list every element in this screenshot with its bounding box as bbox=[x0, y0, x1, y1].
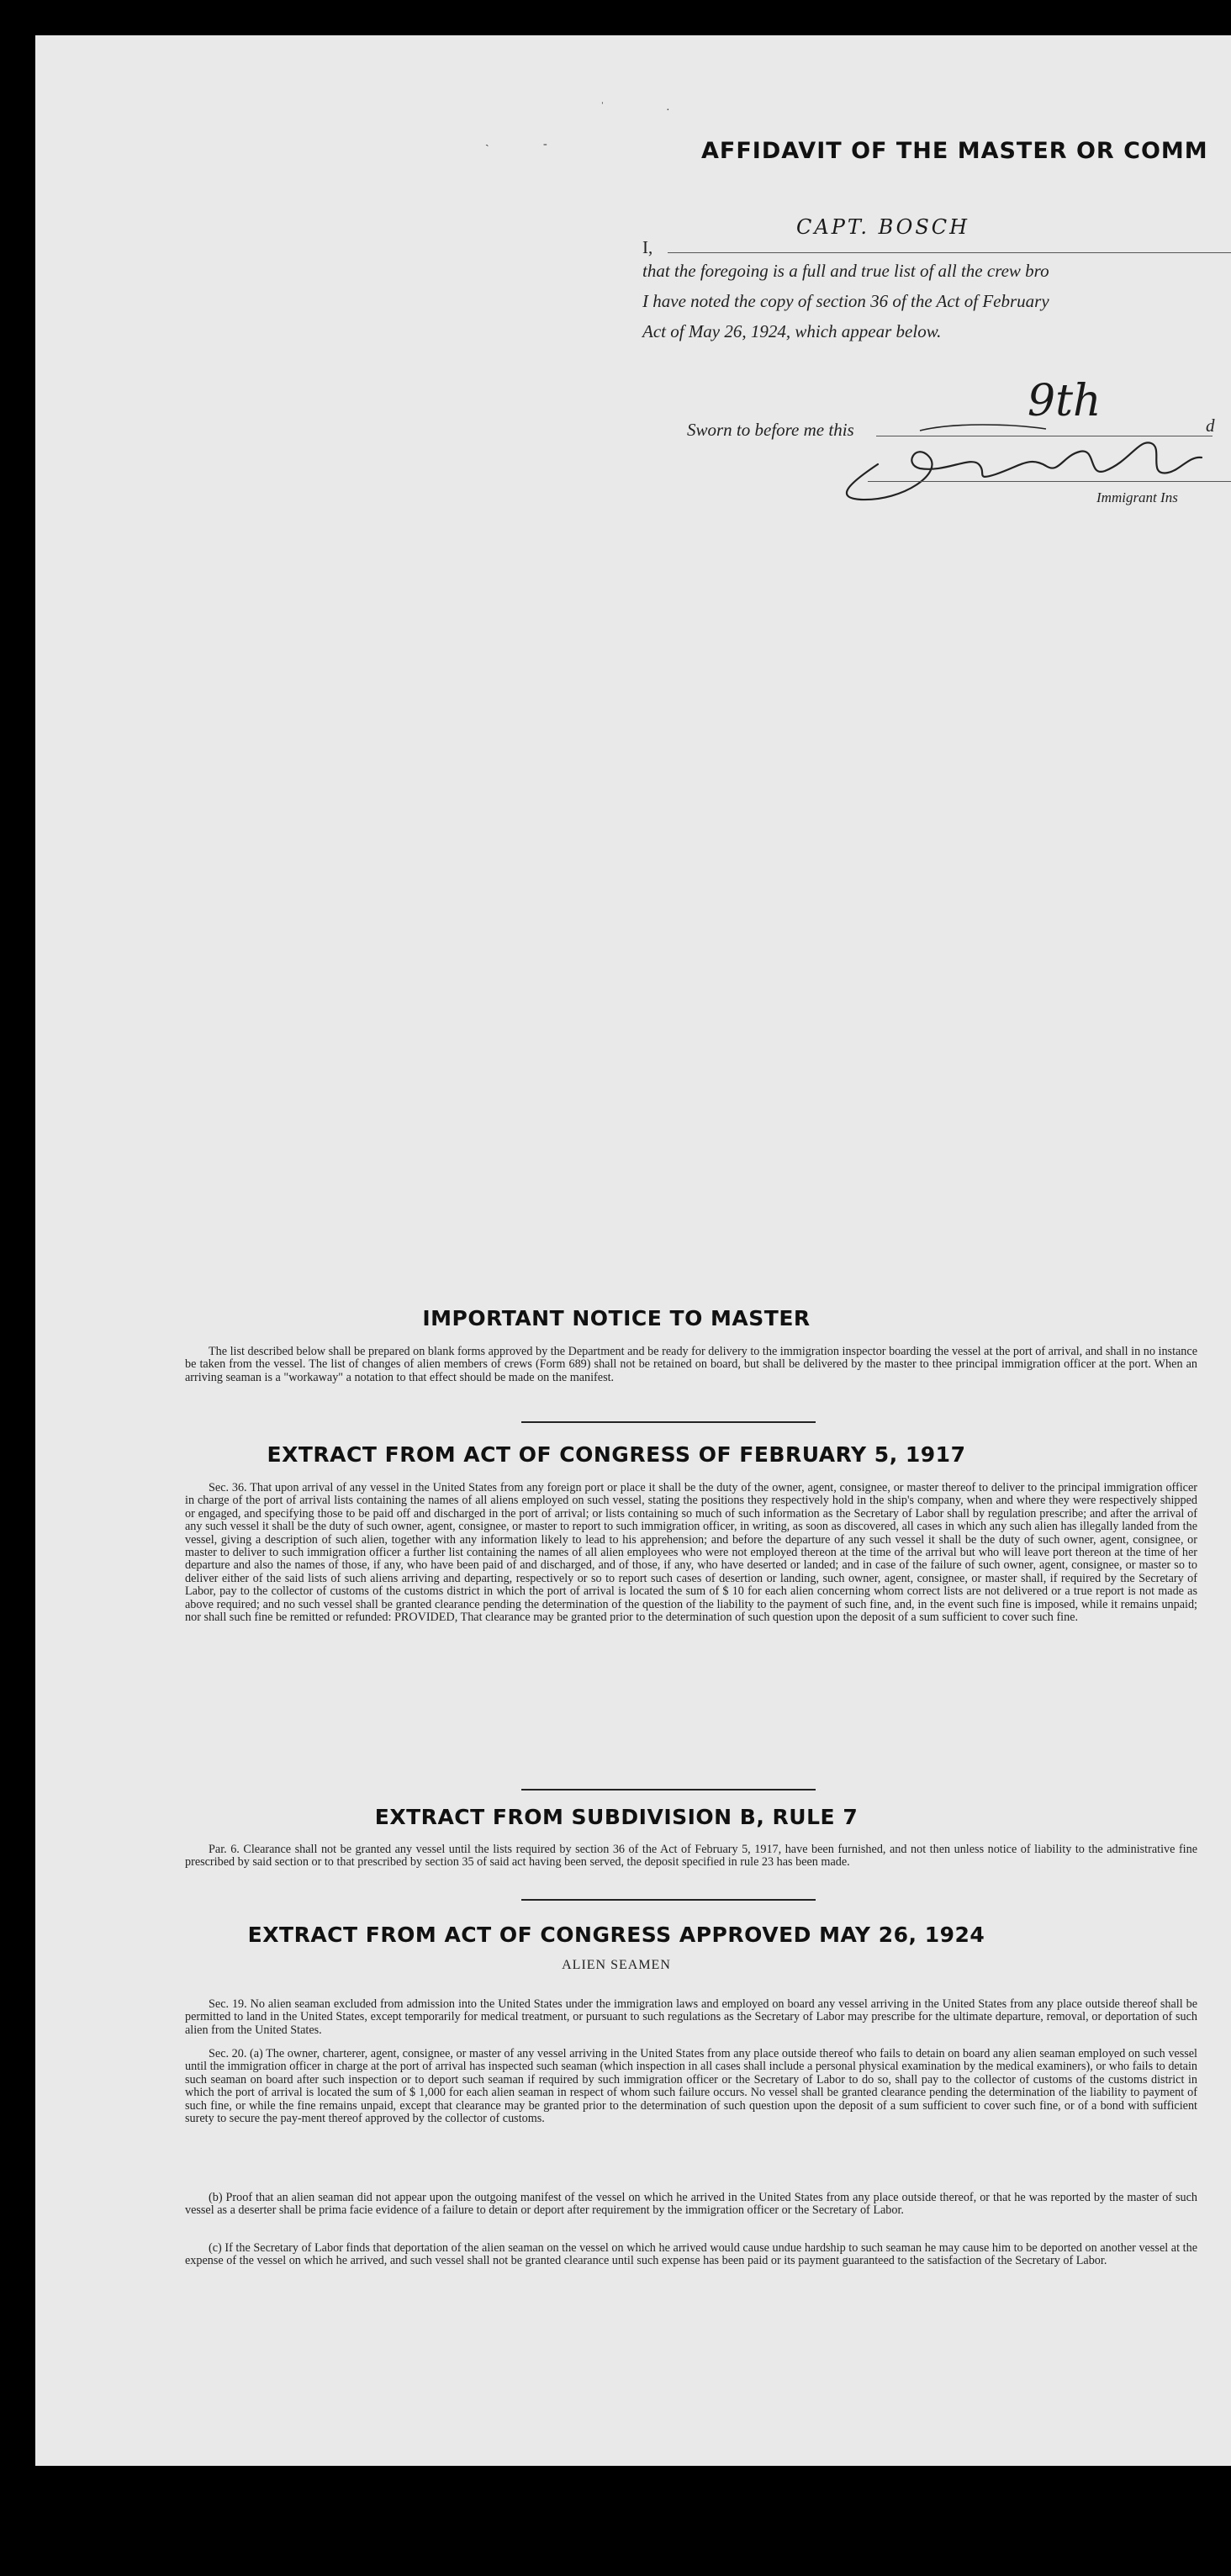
sworn-day-handwritten: 9th bbox=[1028, 376, 1102, 426]
stray-mark: - bbox=[543, 138, 547, 151]
affidavit-line-2: I have noted the copy of section 36 of the Act of February bbox=[642, 291, 1049, 311]
extract-1924-title: EXTRACT FROM ACT OF CONGRESS APPROVED MAY 26, 1924 bbox=[247, 1923, 985, 1947]
stray-mark: ˏ bbox=[485, 135, 489, 147]
section-divider bbox=[521, 1899, 816, 1901]
affidavit-line-3: Act of May 26, 1924, which appear below. bbox=[642, 321, 942, 341]
section-divider bbox=[521, 1789, 816, 1791]
section-divider bbox=[521, 1421, 816, 1423]
extract-1917-text: Sec. 36. That upon arrival of any vessel in the United States from any foreign port or place it shall be the duty of the owner, agent, consignee, or master thereof to deliver to the principal immigration officer in charge of the port of arrival lists containing the names of all aliens employed on such vessel, stating the positions they respectively hold in the ship's company, when and where they were respectively shipped or engaged, and specifying those to be paid off and discharged in the port of arrival; or lists containing so much of such information as the Secretary of Labor shall by regulation prescribe; and after the arrival of any such vessel it shall be the duty of such owner, agent, consignee, or master to report to such immigration officer, in writing, as soon as discovered, all cases in which any such alien has illegally landed from the vessel, giving a description of such alien, together with any information likely to lead to his apprehension; and before the departure of any such vessel it shall be the duty of such owner, agent, consignee, or master to deliver to such immigration officer a further list containing the names of all alien employees who were not employed thereon at the time of the arrival but who will leave port thereon at the time of her departure and also the names of those, if any, who have been paid of and discharged, and of those, if any, who have deserted or landed; and in case of the failure of such owner, agent, consignee, or master so to deliver either of the said lists of such aliens arriving and departing, respectively or so to report such cases of desertion or landing, such owner, agent, consignee, or master shall, if required by the Secretary of Labor, pay to the collector of customs of the customs district in which the port of arrival is located the sum of $ 10 for each alien concerning whom correct lists are not delivered or a true report is not made as above required; and no such vessel shall be granted clearance pending the determination of the question of the liability to the payment of such fine, and, in the event such fine is imposed, while it remains unpaid; nor shall such fine be remitted or refunded: PROVIDED, That clearance may be granted prior to the determination of such question upon the deposit of a sum sufficient to cover such fine. bbox=[185, 1481, 1197, 1625]
affidavit-line-1: that the foregoing is a full and true list of all the crew bro bbox=[642, 261, 1049, 281]
extract-1917-title: EXTRACT FROM ACT OF CONGRESS OF FEBRUARY 5, 1917 bbox=[267, 1442, 966, 1467]
affidavit-trailing-letter: d bbox=[1206, 415, 1215, 436]
inspector-label: Immigrant Ins bbox=[1096, 489, 1178, 505]
extract-1924-sec20b: (b) Proof that an alien seaman did not appear upon the outgoing manifest of the vessel on which he arrived in the United States from any place outside thereof, or that he was reported by the master of such vessel as a deserter shall be prima facie evidence of a failure to detain or deport after requirement by the immigration officer or the Secretary of Labor. bbox=[185, 2191, 1197, 2218]
stray-mark: ˈ bbox=[600, 101, 605, 114]
affidavit-pronoun: I, bbox=[642, 237, 653, 257]
notice-text: The list described below shall be prepared on blank forms approved by the Department and be ready for delivery to the immigration inspector boarding the vessel at the port of arrival, and shall in no instance be taken from the vessel. The list of changes of alien members of crews (Form 689) shall not be retained on board, but shall be delivered by the master to thee principal immigration officer at the port. When an arriving seaman is a "workaway" a notation to that effect should be made on the manifest. bbox=[185, 1345, 1197, 1384]
signature-underline bbox=[868, 481, 1231, 482]
extract-1924-subtitle: ALIEN SEAMEN bbox=[562, 1958, 671, 1972]
extract-1924-sec20c: (c) If the Secretary of Labor finds that deportation of the alien seaman on the vessel on which he arrived would cause undue hardship to such seaman he may cause him to be deported on another vessel at the expense of the vessel on which he arrived, and such vessel shall not be granted clearance until such expense has been paid or its payment guaranteed to the satisfaction of the Secretary of Labor. bbox=[185, 2241, 1197, 2268]
notice-title: IMPORTANT NOTICE TO MASTER bbox=[422, 1306, 811, 1330]
name-underline bbox=[668, 252, 1231, 253]
signature-text: James Gidell bbox=[962, 485, 968, 486]
master-name-handwritten: CAPT. BOSCH bbox=[796, 215, 970, 239]
extract-rule7-title: EXTRACT FROM SUBDIVISION B, RULE 7 bbox=[374, 1805, 859, 1829]
sworn-label: Sworn to before me this bbox=[687, 420, 854, 440]
extract-1924-sec20a: Sec. 20. (a) The owner, charterer, agent, consignee, or master of any vessel arriving in the United States from any place outside thereof who fails to detain on board any alien seaman employed on such vessel until the immigration officer in charge at the port of arrival has inspected such seaman (which inspection in all cases shall include a personal physical examination by the medical examiners), or who fails to detain such seaman on board after such inspection or to deport such seaman if required by such immigration officer or the Secretary of Labor to do so, shall pay to the collector of customs of the customs district in which the port of arrival is located the sum of $ 1,000 for each alien seaman in respect of whom such failure occurs. No vessel shall be granted clearance pending the determination of the liability to payment of such fine, or while the fine remains unpaid, except that clearance may be granted prior to the determination of such question upon the deposit of a sum sufficient to cover such fine, or of a bond with sufficient surety to secure the pay-ment thereof approved by the collector of customs. bbox=[185, 2047, 1197, 2126]
affidavit-title: AFFIDAVIT OF THE MASTER OR COMM bbox=[701, 138, 1208, 164]
extract-1924-sec19: Sec. 19. No alien seaman excluded from admission into the United States under the immigration laws and employed on board any vessel arriving in the United States from any place outside thereof shall be permitted to land in the United States, except temporarily for medical treatment, or pursuant to such regulations as the Secretary of Labor may prescribe for the ultimate departure, removal, or deportation of such alien from the United States. bbox=[185, 1997, 1197, 2037]
document-page bbox=[35, 35, 1231, 2466]
stray-mark: · bbox=[666, 104, 670, 117]
extract-rule7-text: Par. 6. Clearance shall not be granted any vessel until the lists required by section 36 of the Act of February 5, 1917, have been furnished, and not then unless notice of liability to the administrative fine prescribed by said section or to that prescribed by section 35 of said act having been served, the deposit specified in rule 23 has been made. bbox=[185, 1843, 1197, 1870]
